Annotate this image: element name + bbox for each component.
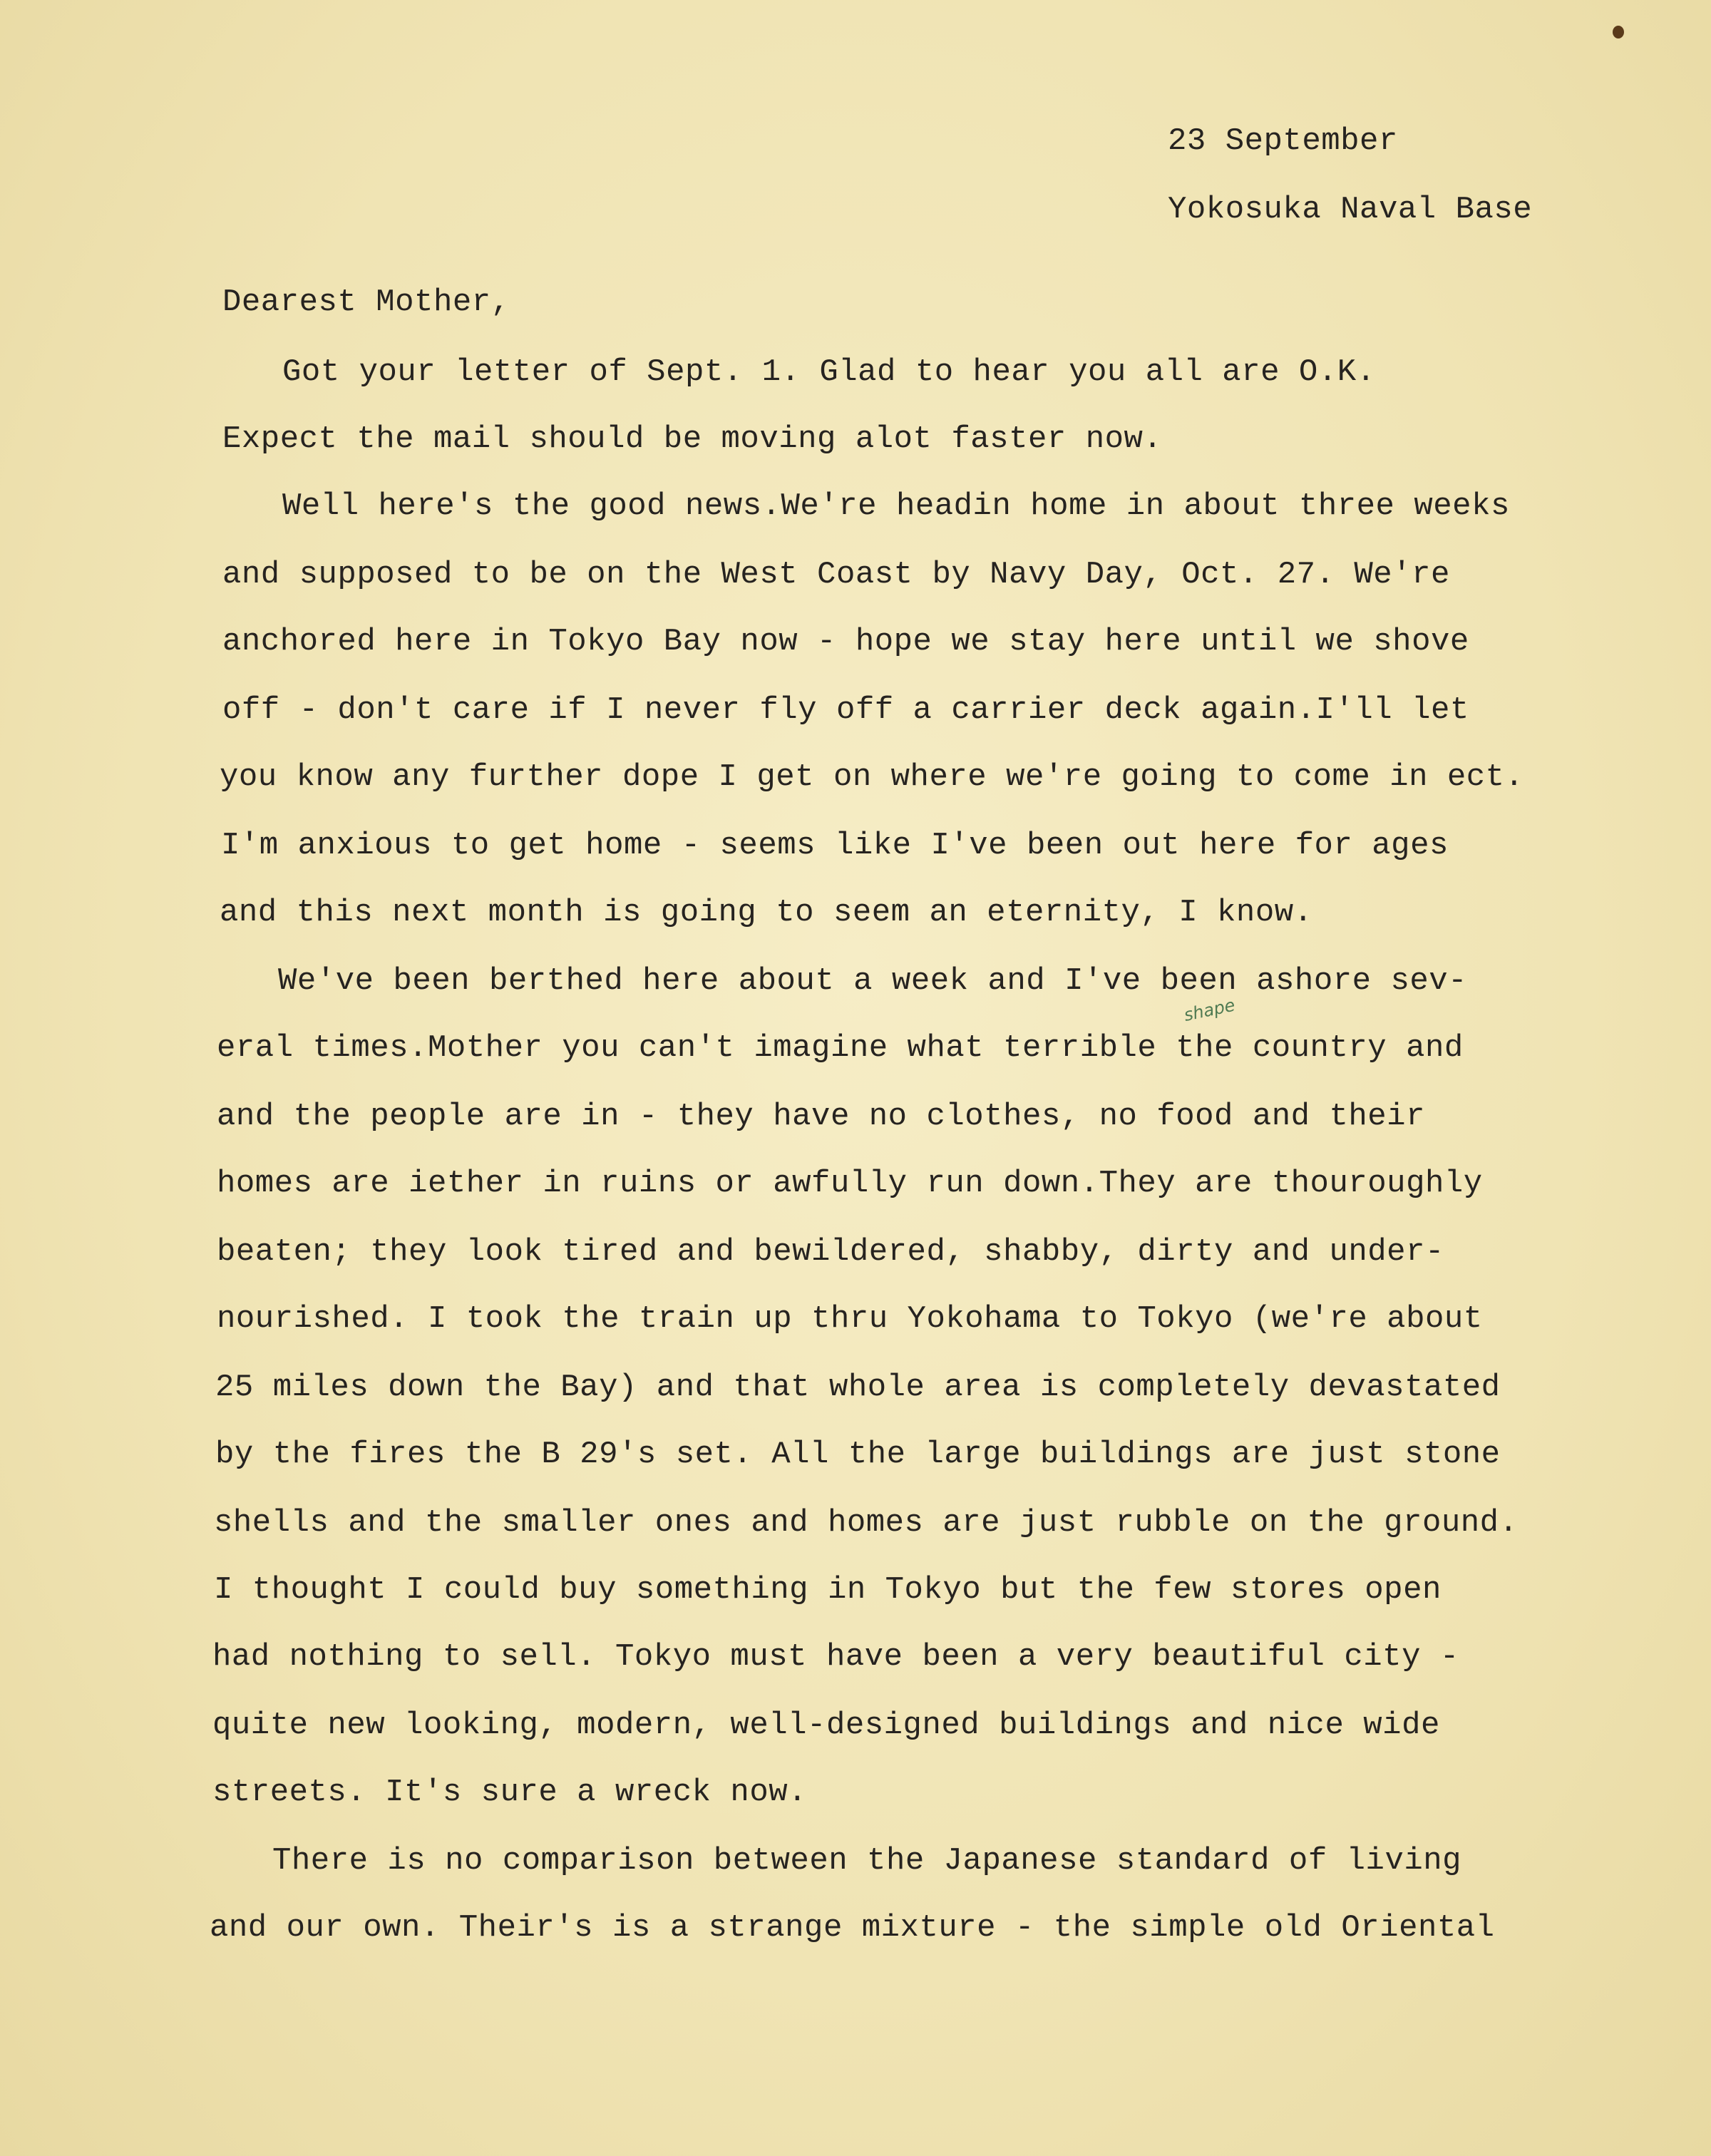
letter-line: Expect the mail should be moving alot faster now. [222,421,1163,457]
letter-line: anchored here in Tokyo Bay now - hope we stay here until we shove [222,624,1469,659]
letter-line: and this next month is going to seem an eternity, I know. [220,895,1313,930]
letter-line: and the people are in - they have no clothes, no food and their [217,1099,1425,1134]
letter-line: Well here's the good news.We're headin home in about three weeks [282,488,1510,524]
letter-line: There is no comparison between the Japanese standard of living [272,1843,1462,1879]
letter-line: nourished. I took the train up thru Yokohama to Tokyo (we're about [217,1301,1483,1337]
letter-line: shells and the smaller ones and homes are just rubble on the ground. [214,1505,1519,1541]
letter-line: beaten; they look tired and bewildered, shabby, dirty and under- [217,1234,1444,1270]
letter-line: off - don't care if I never fly off a carrier deck again.I'll let [222,692,1469,728]
letter-line: you know any further dope I get on where we're going to come in ect. [220,759,1524,795]
letter-line: homes are iether in ruins or awfully run down.They are thouroughly [217,1166,1483,1201]
letter-line: had nothing to sell. Tokyo must have been a very beautiful city - [212,1639,1459,1675]
letter-line: and supposed to be on the West Coast by Navy Day, Oct. 27. We're [222,557,1450,592]
letter-line: eral times.Mother you can't imagine what terrible the country and [217,1030,1464,1066]
handwritten-insertion: shape [1182,995,1237,1025]
ink-spot [1613,26,1624,38]
letter-line: I thought I could buy something in Tokyo but the few stores open [214,1572,1442,1608]
salutation: Dearest Mother, [222,284,510,320]
letter-line: and our own. Their's is a strange mixture - the simple old Oriental [210,1910,1495,1946]
letter-line: quite new looking, modern, well-designed buildings and nice wide [212,1708,1440,1743]
letter-line: Got your letter of Sept. 1. Glad to hear you all are O.K. [282,354,1376,390]
letter-line: by the fires the B 29's set. All the large buildings are just stone [215,1437,1501,1472]
letter-line: 25 miles down the Bay) and that whole area is completely devastated [215,1370,1501,1405]
letter-date: 23 September [1168,123,1398,159]
letter-line: We've been berthed here about a week and I've been ashore sev- [278,963,1468,999]
letter-location: Yokosuka Naval Base [1168,192,1533,227]
letter-line: I'm anxious to get home - seems like I've been out here for ages [221,828,1449,863]
letter-line: streets. It's sure a wreck now. [212,1775,808,1810]
